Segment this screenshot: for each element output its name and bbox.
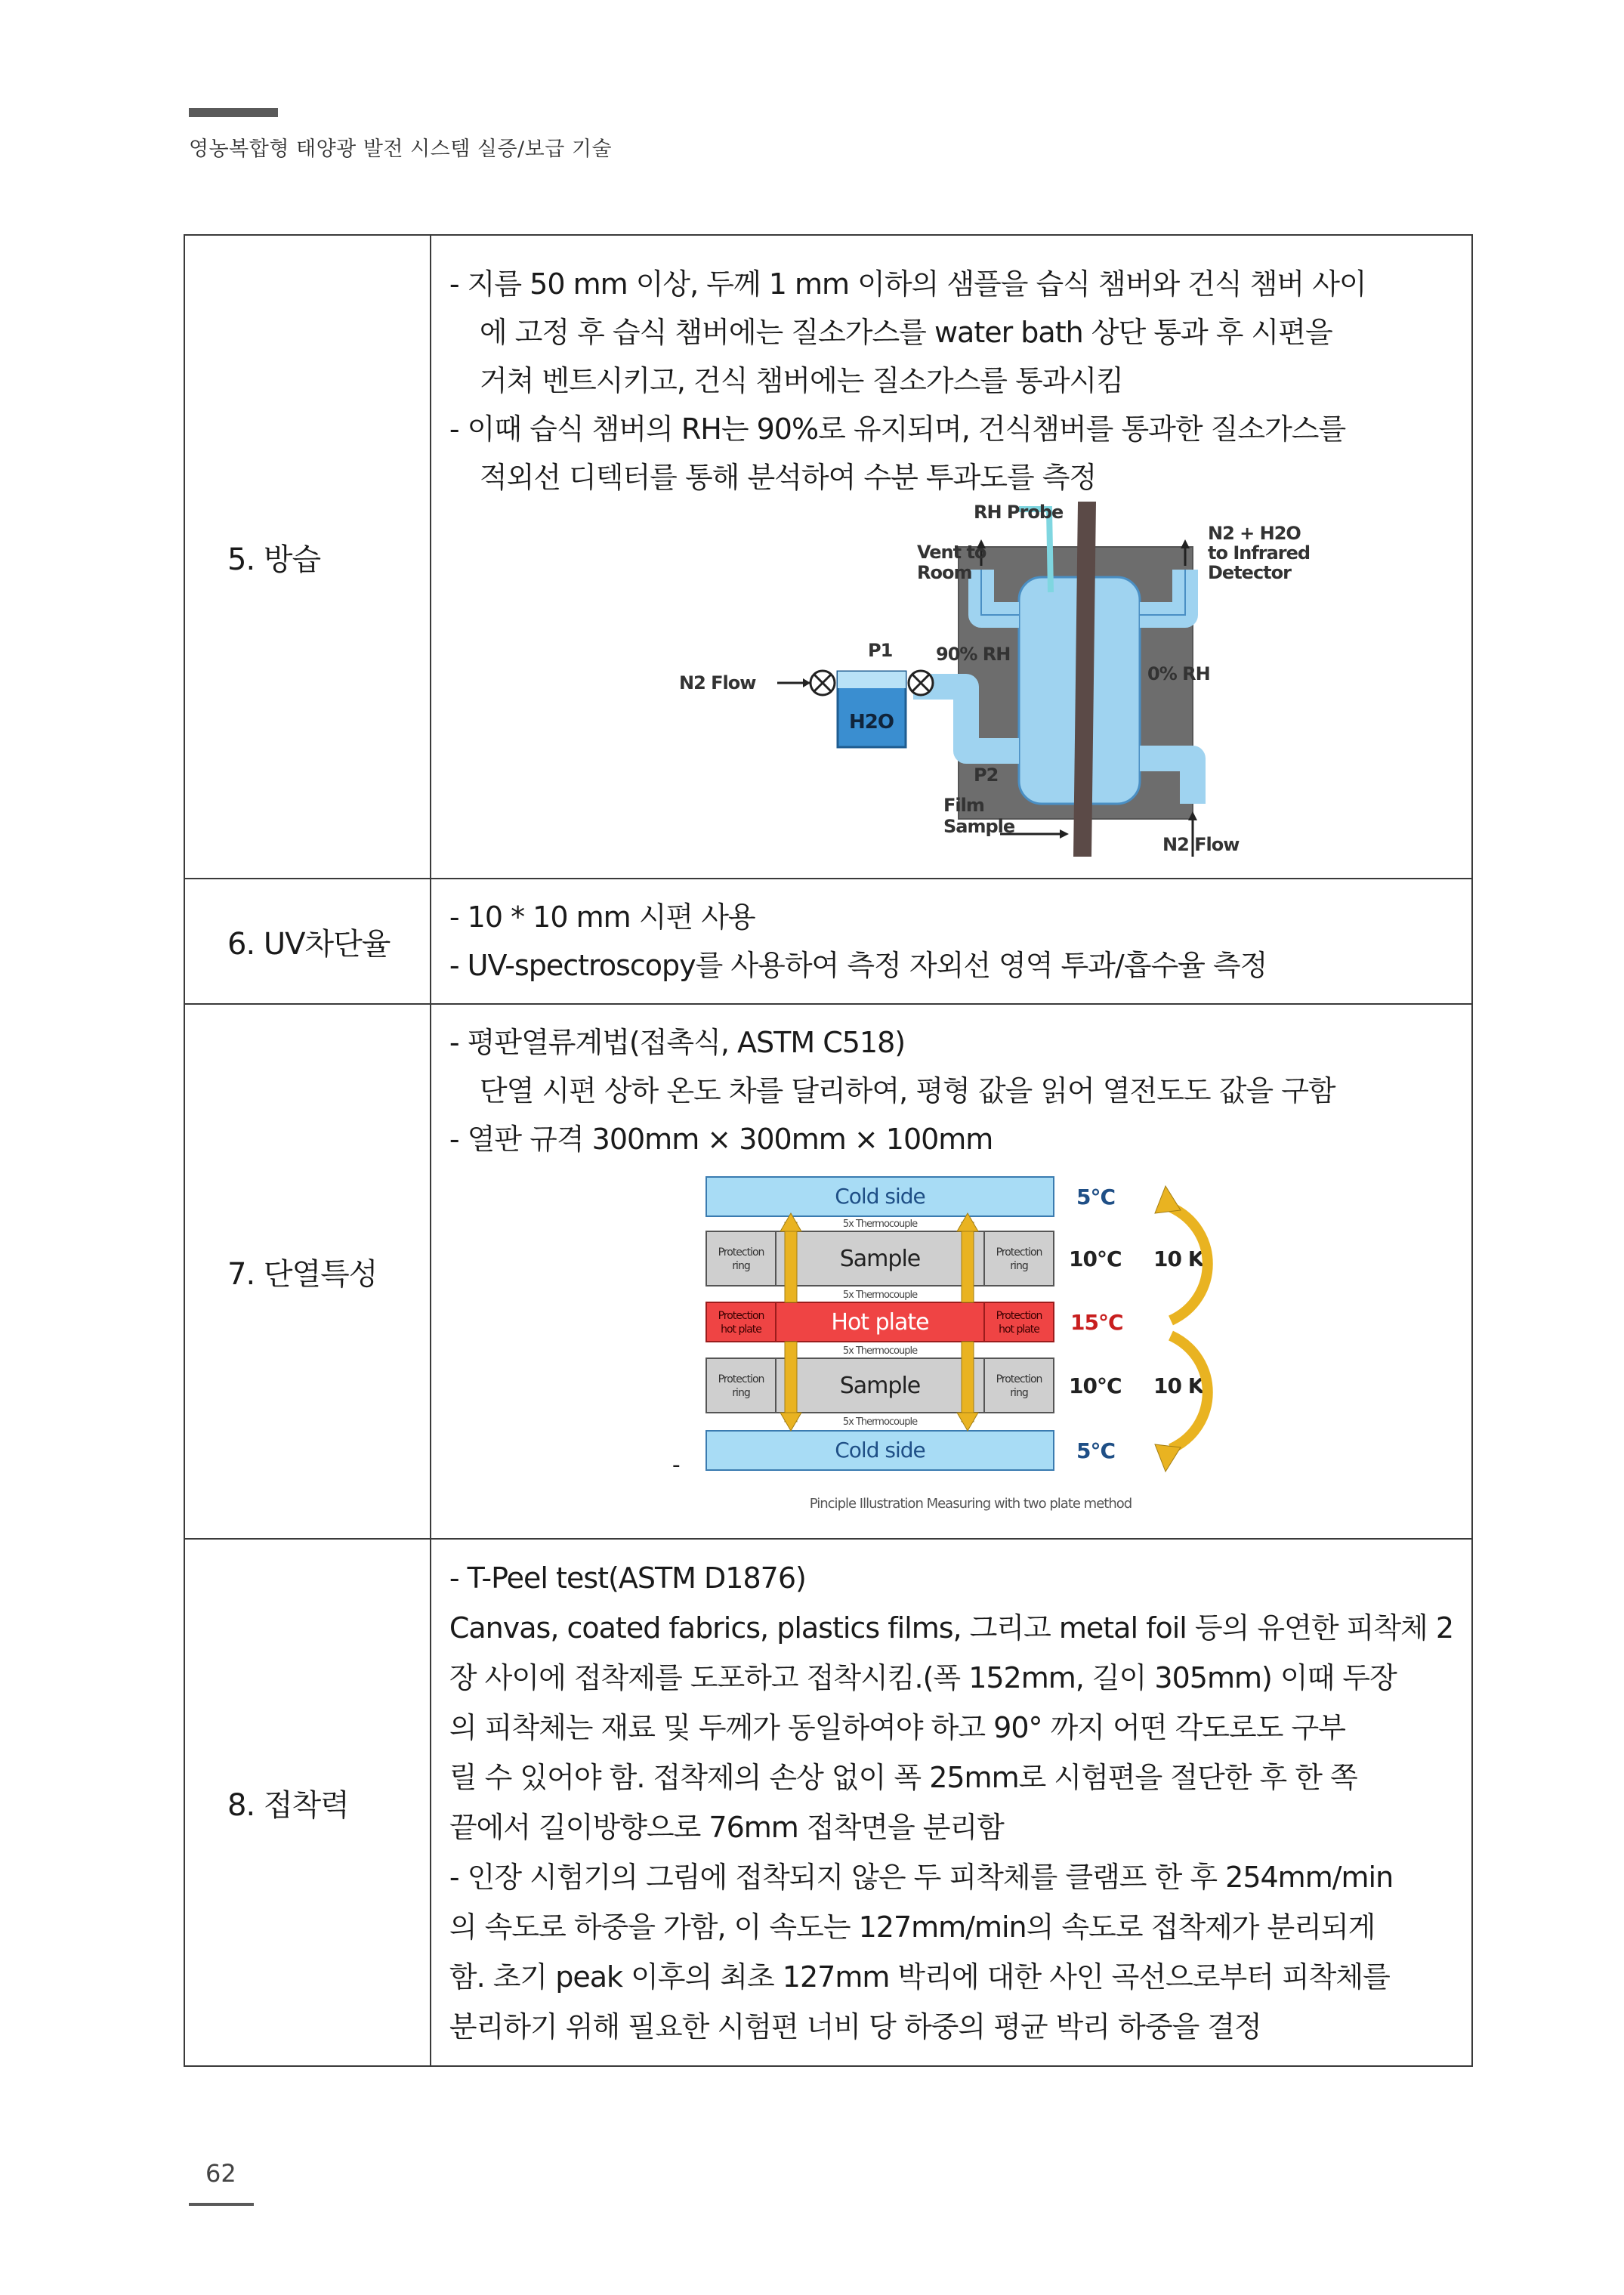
moisture-permeation-diagram [664, 502, 1311, 857]
text-line: 적외선 디텍터를 통해 분석하여 수분 투과도를 측정 [479, 461, 1097, 494]
fig-label: 5x Thermocouple [842, 1416, 917, 1428]
temp-label: 5°C [1076, 1438, 1115, 1463]
fig-label: 5x Thermocouple [842, 1345, 917, 1357]
fig-label: Room [917, 562, 972, 583]
text-line: - UV-spectroscopy를 사용하여 측정 자외선 영역 투과/흡수율 측정 [449, 949, 1267, 982]
fig-label: P1 [868, 640, 893, 661]
table-row [184, 235, 1472, 879]
row-content [431, 235, 1472, 879]
text-line: 거쳐 벤트시키고, 건식 챔버에는 질소가스를 통과시킴 [479, 364, 1123, 397]
fig-label: Protection [996, 1310, 1042, 1322]
fig-label: N2 Flow [679, 672, 756, 693]
heatflow-arrow-icon [957, 1413, 978, 1431]
fig-label: N2 + H2O [1208, 523, 1301, 544]
text-line: 분리하기 위해 필요한 시험편 너비 당 하중의 평균 박리 하중을 결정 [449, 2010, 1261, 2043]
row-label: 7. 단열특성 [184, 1004, 431, 1539]
temp-label: 10°C [1068, 1373, 1122, 1398]
fig-label: ring [732, 1260, 750, 1272]
text-line: 끝에서 길이방향으로 76mm 접착면을 분리함 [449, 1811, 1004, 1844]
fig-label: Protection [718, 1373, 764, 1385]
fig-label: Protection [996, 1373, 1042, 1385]
k-label: 10 K [1153, 1373, 1204, 1398]
text-line: 릴 수 있어야 함. 접착제의 손상 없이 폭 25mm로 시험편을 절단한 후 한 쪽 [449, 1761, 1357, 1794]
fig-label: Sample [943, 816, 1015, 837]
k-label: 10 K [1153, 1246, 1204, 1271]
heatflow-arrow-icon [780, 1413, 801, 1431]
temp-label: 5°C [1076, 1185, 1115, 1209]
text-line: - 이때 습식 챔버의 RH는 90%로 유지되며, 건식챔버를 통과한 질소가스를 [449, 412, 1346, 446]
fig-label: hot plate [998, 1324, 1039, 1336]
text-line: - T-Peel test(ASTM D1876) [449, 1561, 806, 1595]
fig-label: H2O [849, 711, 894, 734]
header-rule [189, 108, 278, 117]
fig-label: Protection [996, 1246, 1042, 1259]
table-row [184, 1004, 1472, 1539]
figure-caption: Pinciple Illustration Measuring with two plate method [809, 1496, 1132, 1512]
row-content [431, 879, 1472, 1004]
temp-label: 10°C [1068, 1246, 1122, 1271]
fig-label: Sample [839, 1246, 921, 1272]
row-label: 6. UV차단율 [184, 879, 431, 1004]
text-line: 의 피착체는 재료 및 두께가 동일하여야 하고 90° 까지 어떤 각도로도 구부 [449, 1711, 1345, 1744]
fig-label: RH Probe [974, 502, 1064, 523]
fig-label: Cold side [835, 1184, 925, 1209]
text-line: 에 고정 후 습식 챔버에는 질소가스를 water bath 상단 통과 후 시편을 [479, 316, 1332, 349]
table-row [184, 879, 1472, 1004]
text-line: - 인장 시험기의 그림에 접착되지 않은 두 피착체를 클램프 한 후 254mm/min [449, 1861, 1394, 1894]
text-line: - 평판열류계법(접촉식, ASTM C518) [449, 1026, 906, 1059]
fig-label: P2 [974, 764, 999, 786]
fig-label: 90% RH [936, 644, 1011, 665]
fig-label: ring [1010, 1260, 1028, 1272]
text-line: 함. 초기 peak 이후의 최초 127mm 박리에 대한 사인 곡선으로부터 피착체를 [449, 1960, 1390, 1994]
fig-label: 5x Thermocouple [842, 1219, 917, 1230]
fig-label: ring [1010, 1387, 1028, 1399]
fig-label: Sample [839, 1373, 921, 1399]
fig-label: Protection [718, 1310, 764, 1322]
fig-label: to Infrared [1208, 542, 1311, 564]
two-plate-method-diagram [706, 1169, 1235, 1524]
text-line: - 10 * 10 mm 시편 사용 [449, 900, 755, 934]
fig-label: 5x Thermocouple [842, 1290, 917, 1301]
row-label: 8. 접착력 [184, 1539, 431, 2066]
text-line: 의 속도로 하중을 가함, 이 속도는 127mm/min의 속도로 접착제가 분리되게 [449, 1910, 1375, 1944]
text-line: 단열 시편 상하 온도 차를 달리하여, 평형 값을 읽어 열전도도 값을 구함 [479, 1074, 1335, 1107]
text-line: Canvas, coated fabrics, plastics films, 그리고 metal foil 등의 유연한 피착체 2 [449, 1611, 1453, 1645]
fig-label: N2 Flow [1162, 834, 1240, 855]
page-number: 62 [205, 2159, 236, 2188]
fig-label: Film [943, 795, 985, 816]
fig-label: Vent to [917, 542, 986, 563]
text-line: - 지름 50 mm 이상, 두께 1 mm 이하의 샘플을 습식 챔버와 건식 챔버 사이 [449, 267, 1366, 301]
fig-label: 0% RH [1147, 663, 1211, 684]
fig-label: ring [732, 1387, 750, 1399]
spec-table [184, 234, 1473, 2067]
row-label: 5. 방습 [184, 235, 431, 879]
fig-label: Detector [1208, 562, 1292, 583]
text-line: 장 사이에 접착제를 도포하고 접착시킴.(폭 152mm, 길이 305mm) 이때 두장 [449, 1661, 1397, 1694]
fig-label: hot plate [720, 1324, 761, 1336]
fig-label: Cold side [835, 1438, 925, 1463]
dash-mark: - [672, 1452, 680, 1478]
row-content [431, 1539, 1472, 2066]
text-line: - 열판 규격 300mm × 300mm × 100mm [449, 1123, 993, 1156]
running-header-title: 영농복합형 태양광 발전 시스템 실증/보급 기술 [189, 137, 613, 161]
table-row [184, 1539, 1472, 2066]
temp-label: 15°C [1070, 1310, 1123, 1335]
row-content [431, 1004, 1472, 1539]
fig-label: Protection [718, 1246, 764, 1259]
footer-rule [189, 2203, 254, 2206]
fig-label: Hot plate [831, 1309, 929, 1336]
